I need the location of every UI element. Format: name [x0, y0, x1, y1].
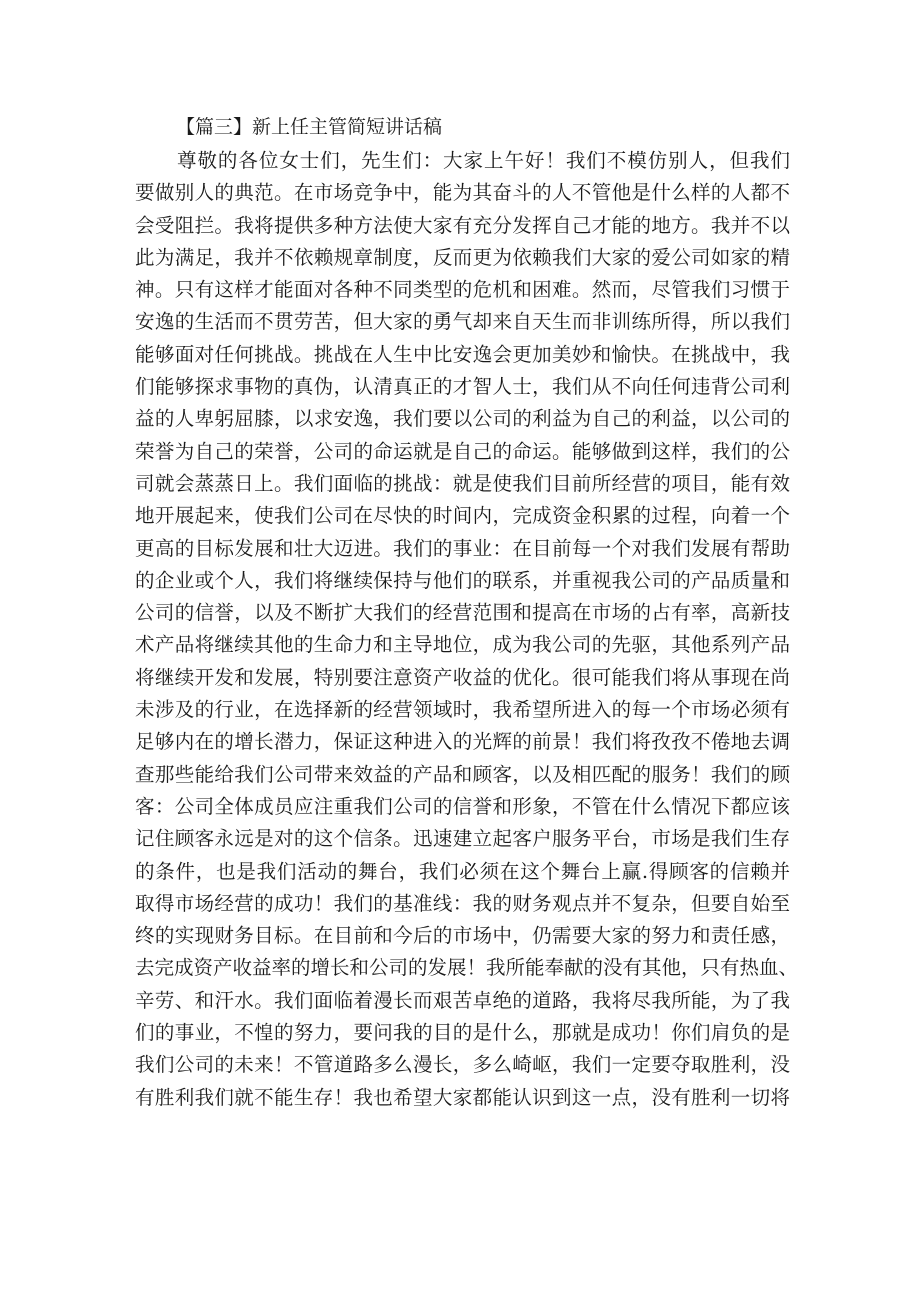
text-line: 查那些能给我们公司带来效益的产品和顾客，以及相匹配的服务！我们的顾 — [135, 762, 790, 786]
text-line: 司就会蒸蒸日上。我们面临的挑战：就是使我们目前所经营的项目，能有效 — [135, 471, 790, 495]
text-line: 荣誉为自己的荣誉，公司的命运就是自己的命运。能够做到这样，我们的公 — [135, 439, 790, 463]
text-line: 地开展起来，使我们公司在尽快的时间内，完成资金积累的过程，向着一个 — [135, 504, 790, 528]
text-line: 公司的信誉，以及不断扩大我们的经营范围和提高在市场的占有率，高新技 — [135, 601, 790, 625]
text-line: 的企业或个人，我们将继续保持与他们的联系，并重视我公司的产品质量和 — [135, 568, 790, 592]
text-line: 更高的目标发展和壮大迈进。我们的事业：在目前每一个对我们发展有帮助 — [135, 536, 790, 560]
document-title: 【篇三】新上任主管简短讲话稿 — [176, 116, 443, 138]
text-line: 益的人卑躬屈膝，以求安逸，我们要以公司的利益为自己的利益，以公司的 — [135, 407, 790, 431]
text-line: 们的事业，不惶的努力，要问我的目的是什么，那就是成功！你们肩负的是 — [135, 1021, 790, 1045]
speech-body — [135, 145, 799, 1114]
text-line: 们能够探求事物的真伪，认清真正的才智人士，我们从不向任何违背公司利 — [135, 375, 790, 399]
text-line: 有胜利我们就不能生存！我也希望大家都能认识到这一点，没有胜利一切将 — [135, 1085, 790, 1109]
text-line: 辛劳、和汗水。我们面临着漫长而艰苦卓绝的道路，我将尽我所能，为了我 — [135, 988, 790, 1012]
text-line: 我们公司的未来！不管道路多么漫长，多么崎岖，我们一定要夺取胜利，没 — [135, 1053, 790, 1077]
text-line: 未涉及的行业，在选择新的经营领域时，我希望所进入的每一个市场必须有 — [135, 698, 790, 722]
text-line: 术产品将继续其他的生命力和主导地位，成为我公司的先驱，其他系列产品 — [135, 633, 790, 657]
text-line: 的条件，也是我们活动的舞台，我们必须在这个舞台上赢.得顾客的信赖并 — [135, 859, 790, 883]
text-line: 神。只有这样才能面对各种不同类型的危机和困难。然而，尽管我们习惯于 — [135, 278, 790, 302]
text-line: 能够面对任何挑战。挑战在人生中比安逸会更加美妙和愉快。在挑战中，我 — [135, 342, 790, 366]
text-line: 足够内在的增长潜力，保证这种进入的光辉的前景！我们将孜孜不倦地去调 — [135, 730, 790, 754]
text-line: 客：公司全体成员应注重我们公司的信誉和形象，不管在什么情况下都应该 — [135, 794, 790, 818]
text-line: 此为满足，我并不依赖规章制度，反而更为依赖我们大家的爱公司如家的精 — [135, 245, 790, 269]
text-line: 取得市场经营的成功！我们的基准线：我的财务观点并不复杂，但要自始至 — [135, 891, 790, 915]
text-line: 尊敬的各位女士们，先生们：大家上午好！我们不模仿别人，但我们 — [177, 149, 790, 172]
text-line: 终的实现财务目标。在目前和今后的市场中，仍需要大家的努力和责任感， — [135, 924, 790, 948]
text-line: 安逸的生活而不贯劳苦，但大家的勇气却来自天生而非训练所得，所以我们 — [135, 310, 790, 334]
text-line: 去完成资产收益率的增长和公司的发展！我所能奉献的没有其他，只有热血、 — [135, 956, 799, 980]
text-line: 会受阻拦。我将提供多种方法使大家有充分发挥自己才能的地方。我并不以 — [135, 213, 790, 237]
text-line: 记住顾客永远是对的这个信条。迅速建立起客户服务平台，市场是我们生存 — [135, 827, 790, 851]
text-line: 将继续开发和发展，特别要注意资产收益的优化。很可能我们将从事现在尚 — [135, 665, 790, 689]
text-line: 要做别人的典范。在市场竞争中，能为其奋斗的人不管他是什么样的人都不 — [135, 181, 790, 205]
